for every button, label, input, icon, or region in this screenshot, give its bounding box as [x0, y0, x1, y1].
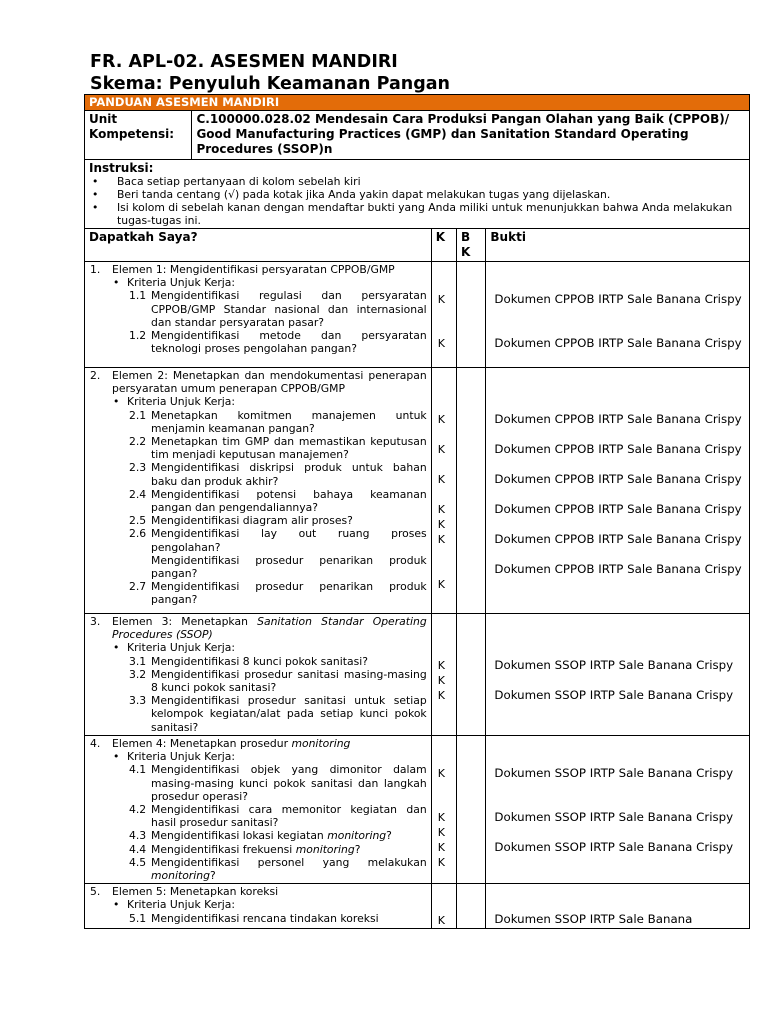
item-text: Mengidentifikasi metode dan persyaratan teknologi proses pengolahan pangan?: [151, 329, 427, 356]
k-mark: K: [437, 841, 445, 854]
col-header-k: K: [431, 229, 456, 262]
element-number: 5.: [90, 885, 101, 899]
criteria-cell: [85, 262, 432, 368]
col-header-bk: B K: [457, 229, 486, 262]
item-number: 2.7: [129, 580, 147, 594]
k-mark: K: [437, 674, 445, 687]
k-checkbox-cell[interactable]: [431, 262, 456, 368]
k-mark: K: [437, 811, 445, 824]
kuk-label: Kriteria Unjuk Kerja:: [127, 641, 236, 655]
assessment-table: [84, 94, 750, 929]
evidence-text: Dokumen SSOP IRTP Sale Banana Crispy: [494, 658, 734, 672]
item-text: Mengidentifikasi 8 kunci pokok sanitasi?: [151, 654, 368, 668]
k-mark: K: [437, 826, 445, 839]
item-text-suffix: ?: [209, 869, 216, 883]
bk-checkbox-cell[interactable]: [457, 736, 486, 884]
item-text: Mengidentifikasi objek yang dimonitor dalam masing-masing kunci pokok sanitasi dan langkah prosedur operasi?: [151, 763, 427, 803]
element-row-3: [85, 614, 750, 736]
k-mark: K: [437, 518, 445, 531]
col-header-question: Dapatkah Saya?: [85, 229, 432, 262]
item-number: 5.1: [129, 911, 147, 925]
element-title: Elemen 1: Mengidentifikasi persyaratan CPPOB/GMP: [112, 263, 395, 276]
element-row-1: [85, 262, 750, 368]
instructions-title: Instruksi:: [89, 161, 154, 175]
item-number: 2.3: [129, 461, 147, 475]
k-checkbox-cell[interactable]: [431, 368, 456, 614]
element-row-2: [85, 368, 750, 614]
instruction-item: • Beri tanda centang (√) pada kotak jika Anda yakin dapat melakukan tugas yang dijelaskan.: [89, 188, 745, 201]
bk-checkbox-cell[interactable]: [457, 614, 486, 736]
item-text: Mengidentifikasi diagram alir proses?: [151, 514, 353, 528]
element-title: Elemen 3: Menetapkan: [112, 615, 248, 628]
evidence-text: Dokumen SSOP IRTP Sale Banana Crispy: [494, 766, 734, 780]
item-text: Mengidentifikasi prosedur sanitasi untuk setiap kelompok kegiatan/alat pada setiap kunci pokok sanitasi?: [151, 694, 427, 734]
element-row-5: [85, 884, 750, 929]
unit-label: Unit Kompetensi:: [85, 111, 192, 160]
evidence-text: Dokumen CPPOB IRTP Sale Banana Crispy: [494, 502, 742, 516]
element-row-4: [85, 736, 750, 884]
k-mark: K: [437, 767, 445, 780]
k-mark: K: [437, 578, 445, 591]
item-text-suffix: ?: [386, 829, 392, 843]
evidence-text: Dokumen SSOP IRTP Sale Banana Crispy: [494, 688, 734, 702]
item-text: Menetapkan komitmen manajemen untuk menjamin keamanan pangan?: [151, 408, 427, 435]
document-title: FR. APL-02. ASESMEN MANDIRI: [90, 52, 398, 72]
evidence-text: Dokumen CPPOB IRTP Sale Banana Crispy: [494, 336, 742, 350]
element-number: 4.: [90, 737, 101, 750]
panduan-header: PANDUAN ASESMEN MANDIRI: [85, 95, 750, 111]
item-number: 2.4: [129, 487, 147, 501]
k-mark: K: [437, 689, 445, 702]
column-header-row: [85, 229, 750, 262]
item-number: 4.5: [129, 855, 147, 869]
item-text: Mengidentifikasi rencana tindakan koreksi: [151, 911, 379, 925]
item-text-emphasis: monitoring: [327, 829, 387, 843]
k-mark: K: [437, 659, 445, 672]
element-number: 2.: [90, 369, 101, 382]
evidence-cell[interactable]: [486, 614, 750, 736]
item-number: 4.4: [129, 842, 147, 856]
bullet-icon: •: [113, 641, 120, 655]
evidence-cell[interactable]: [486, 736, 750, 884]
instruction-item: • Isi kolom di sebelah kanan dengan mendaftar bukti yang Anda miliki untuk menunjukkan bahwa Anda melakukan tugas-tugas ini.: [89, 201, 745, 227]
bullet-icon: •: [113, 395, 120, 409]
kuk-label: Kriteria Unjuk Kerja:: [127, 750, 236, 764]
criteria-cell: [85, 736, 432, 884]
k-mark: K: [437, 914, 445, 928]
criteria-cell: [85, 614, 432, 736]
evidence-text: Dokumen SSOP IRTP Sale Banana Crispy: [494, 810, 734, 824]
item-text-emphasis: monitoring: [151, 869, 210, 883]
element-number: 1.: [90, 263, 101, 276]
k-mark: K: [437, 473, 445, 486]
evidence-cell[interactable]: [486, 368, 750, 614]
instructions-cell: [85, 160, 750, 229]
evidence-cell[interactable]: [486, 262, 750, 368]
evidence-text: Dokumen SSOP IRTP Sale Banana: [494, 912, 693, 927]
instructions-list: [89, 175, 745, 227]
element-title: Elemen 4: Menetapkan prosedur: [112, 737, 289, 750]
k-checkbox-cell[interactable]: [431, 614, 456, 736]
kuk-label: Kriteria Unjuk Kerja:: [127, 898, 236, 912]
evidence-text: Dokumen CPPOB IRTP Sale Banana Crispy: [494, 412, 742, 426]
k-mark: K: [437, 413, 445, 426]
item-text: Mengidentifikasi regulasi dan persyaratan CPPOB/GMP Standar nasional dan internasional dan standar persyaratan pasar?: [151, 289, 427, 329]
item-number: 2.2: [129, 435, 147, 449]
item-text: Mengidentifikasi cara memonitor kegiatan dan hasil prosedur sanitasi?: [151, 803, 427, 830]
unit-row: [85, 111, 750, 160]
element-title-emphasis: Sanitation Standar Operating Procedures (SSOP): [112, 615, 427, 642]
kuk-label: Kriteria Unjuk Kerja:: [127, 395, 236, 409]
document-subtitle: Skema: Penyuluh Keamanan Pangan: [90, 74, 451, 94]
criteria-cell: [85, 884, 432, 929]
item-text-suffix: ?: [354, 842, 361, 856]
element-number: 3.: [90, 615, 101, 628]
instruction-item: • Baca setiap pertanyaan di kolom sebelah kiri: [89, 175, 745, 188]
item-text: Menetapkan tim GMP dan memastikan keputusan tim menjadi keputusan manajemen?: [151, 435, 427, 462]
evidence-text: Dokumen CPPOB IRTP Sale Banana Crispy: [494, 442, 742, 456]
item-number: 4.2: [129, 803, 147, 817]
item-number: 1.2: [129, 329, 147, 343]
col-header-evidence: Bukti: [486, 229, 750, 262]
k-checkbox-cell[interactable]: [431, 884, 456, 929]
bullet-icon: •: [113, 750, 120, 764]
bk-checkbox-cell[interactable]: [457, 884, 486, 929]
instructions-row: [85, 160, 750, 229]
item-text: Mengidentifikasi potensi bahaya keamanan pangan dan pengendaliannya?: [151, 487, 427, 515]
item-number: 3.3: [129, 694, 147, 708]
item-text: Mengidentifikasi lokasi kegiatan: [151, 829, 324, 843]
element-title: Elemen 5: Menetapkan koreksi: [112, 885, 279, 899]
unit-value: C.100000.028.02 Mendesain Cara Produksi Pangan Olahan yang Baik (CPPOB)/ Good Manufacturing Practices (GMP) dan Sanitation Standard Operating Procedures (SSOP)n: [192, 111, 750, 160]
item-text: Mengidentifikasi prosedur sanitasi masing-masing 8 kunci pokok sanitasi?: [151, 667, 427, 695]
item-text: Mengidentifikasi lay out ruang proses pengolahan?: [151, 527, 427, 554]
item-number: 4.3: [129, 829, 147, 843]
panduan-header-row: [85, 95, 750, 111]
item-text: Mengidentifikasi frekuensi: [151, 842, 293, 856]
k-mark: K: [437, 443, 445, 456]
evidence-cell[interactable]: [486, 884, 750, 929]
element-title-emphasis: monitoring: [291, 737, 351, 750]
item-number: 2.5: [129, 514, 147, 528]
item-number: [129, 554, 151, 580]
item-number: 2.6: [129, 527, 147, 541]
kuk-label: Kriteria Unjuk Kerja:: [127, 276, 236, 290]
criteria-cell: [85, 368, 432, 614]
evidence-text: Dokumen CPPOB IRTP Sale Banana Crispy: [494, 292, 742, 306]
item-number: 3.2: [129, 667, 147, 681]
evidence-text: Dokumen CPPOB IRTP Sale Banana Crispy: [494, 472, 742, 486]
item-number: 2.1: [129, 408, 147, 422]
item-text-emphasis: monitoring: [295, 842, 355, 856]
bullet-icon: •: [113, 898, 120, 912]
k-mark: K: [437, 503, 445, 516]
k-mark: K: [437, 533, 445, 546]
bullet-icon: •: [113, 276, 120, 290]
evidence-text: Dokumen CPPOB IRTP Sale Banana Crispy: [494, 532, 742, 546]
item-text: Mengidentifikasi prosedur penarikan produk pangan?: [151, 580, 427, 607]
bk-checkbox-cell[interactable]: [457, 262, 486, 368]
evidence-text: Dokumen CPPOB IRTP Sale Banana Crispy: [494, 562, 742, 576]
item-number: 4.1: [129, 763, 147, 777]
k-mark: K: [437, 337, 445, 350]
item-text: Mengidentifikasi prosedur penarikan produk pangan?: [151, 553, 427, 581]
item-text: Mengidentifikasi personel yang melakukan: [151, 855, 427, 869]
item-text: Mengidentifikasi diskripsi produk untuk bahan baku dan produk akhir?: [151, 461, 427, 488]
item-number: 3.1: [129, 654, 147, 668]
item-number: 1.1: [129, 289, 147, 303]
element-title: Elemen 2: Menetapkan dan mendokumentasi penerapan persyaratan umum penerapan CPPOB/GMP: [112, 369, 427, 396]
k-mark: K: [437, 293, 445, 306]
bk-checkbox-cell[interactable]: [457, 368, 486, 614]
k-checkbox-cell[interactable]: [431, 736, 456, 884]
k-mark: K: [437, 856, 445, 869]
evidence-text: Dokumen SSOP IRTP Sale Banana Crispy: [494, 840, 734, 854]
